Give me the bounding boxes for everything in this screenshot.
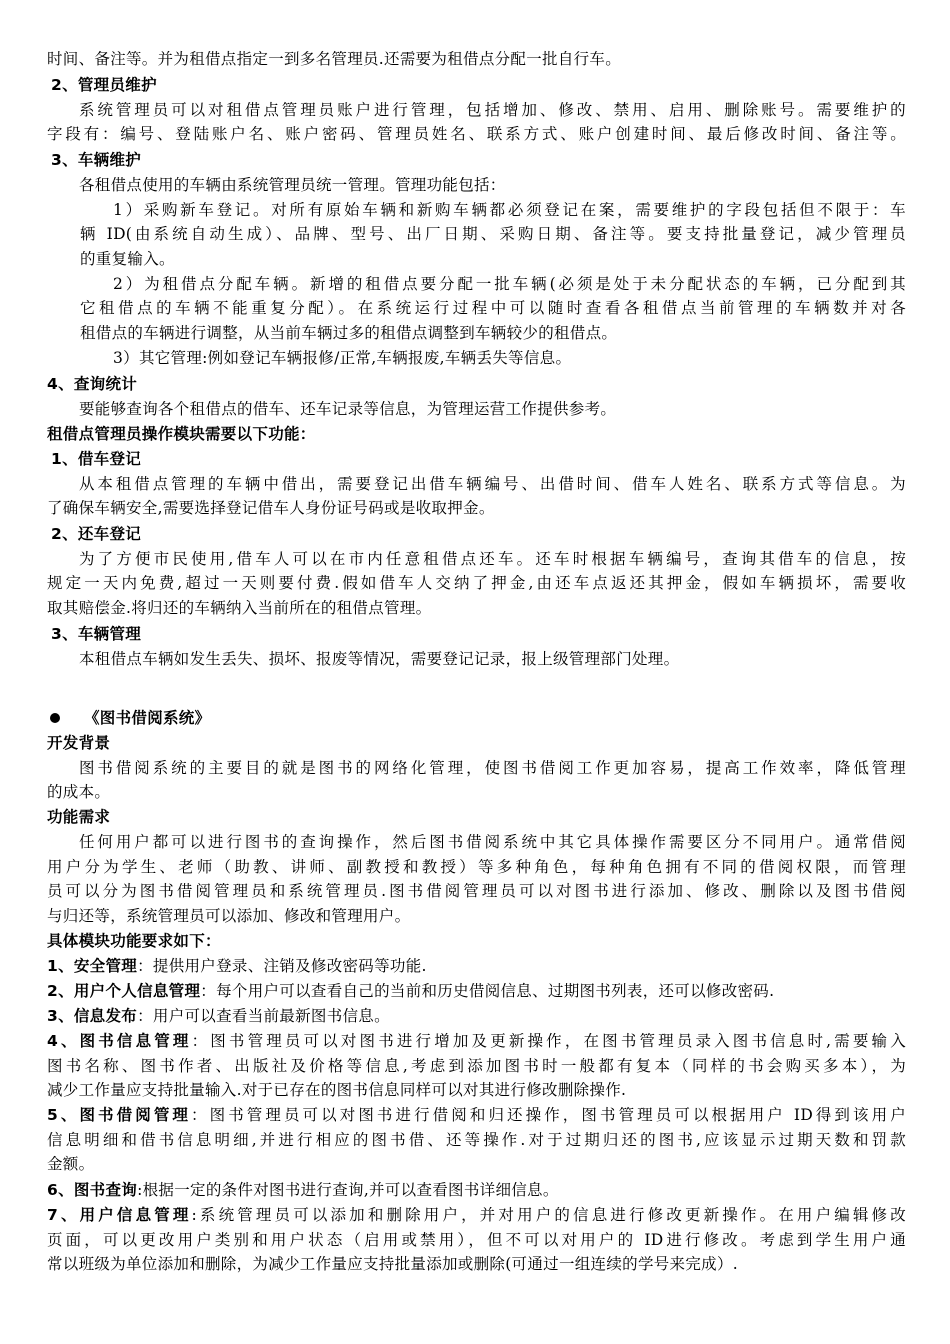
section-heading: 具体模块功能要求如下： [47,932,221,950]
paragraph-line: 减少工作量应支持批量输入.对于已存在的图书信息同样可以对其进行修改删除操作. [47,1081,627,1099]
paragraph-line: 3）其它管理:例如登记车辆报修/正常,车辆报废,车辆丢失等信息。 [113,349,572,367]
section-heading: 4、查询统计 [47,375,138,393]
paragraph-line: 从本租借点管理的车辆中借出，需要登记出借车辆编号、出借时间、借车人姓名、联系方式等信息。为 [79,475,906,493]
module-text: ：图书管理员可以对图书进行借阅和归还操作，图书管理员可以根据用户 ID得到该用户 [191,1106,907,1124]
paragraph-line: 规定一天内免费,超过一天则要付费.假如借车人交纳了押金,由还车点返还其押金，假如车辆损坏，需要收 [47,574,906,592]
module-label: 7、用户信息管理 [47,1206,192,1224]
module-label: 6、图书查询 [47,1181,138,1199]
paragraph-line: 字段有：编号、登陆账户名、账户密码、管理员姓名、联系方式、账户创建时间、最后修改时间、备注等。 [47,125,906,143]
module-text: ：每个用户可以查看自己的当前和历史借阅信息、过期图书列表，还可以修改密码. [200,982,775,1000]
module-line [47,979,774,1003]
module-label: 5、图书借阅管理 [47,1106,192,1124]
paragraph-line: 1）采购新车登记。对所有原始车辆和新购车辆都必须登记在案，需要维护的字段包括但不限于：车 [113,201,906,219]
paragraph-line: 员可以分为图书借阅管理员和系统管理员.图书借阅管理员可以对图书进行添加、修改、删除以及图书借阅 [47,882,906,900]
paragraph-line: 租借点的车辆进行调整，从当前车辆过多的租借点调整到车辆较少的租借点。 [80,324,618,342]
bullet-icon [50,713,60,723]
paragraph-line: 本租借点车辆如发生丢失、损坏、报废等情况，需要登记记录，报上级管理部门处理。 [79,650,680,668]
module-line [47,1029,906,1053]
paragraph-line: 图书借阅系统的主要目的就是图书的网络化管理，使图书借阅工作更加容易，提高工作效率，降低管理 [79,759,906,777]
paragraph-line: 辆 ID(由系统自动生成）、品牌、型号、出厂日期、采购日期、备注等。要支持批量登记，减少管理员 [80,225,906,243]
module-label: 1、安全管理 [47,957,138,975]
paragraph-line: 的成本。 [47,783,111,801]
paragraph-line: 的重复输入。 [80,250,175,268]
module-label: 2、用户个人信息管理 [47,982,201,1000]
module-line [47,1178,559,1202]
paragraph-line: 2）为租借点分配车辆。新增的租借点要分配一批车辆(必须是处于未分配状态的车辆，已分配到其 [113,275,906,293]
paragraph-line: 任何用户都可以进行图书的查询操作，然后图书借阅系统中其它具体操作需要区分不同用户。通常借阅 [79,833,906,851]
section-heading: 3、车辆维护 [51,151,142,169]
section-heading: 租借点管理员操作模块需要以下功能： [47,425,316,443]
paragraph-line: 各租借点使用的车辆由系统管理员统一管理。管理功能包括： [79,176,506,194]
paragraph-line: 金额。 [47,1155,95,1173]
paragraph-line: 页面，可以更改用户类别和用户状态（启用或禁用），但不可以对用户的 ID进行修改。考虑到学生用户通 [47,1231,906,1249]
module-line [47,1103,906,1127]
section-heading: 3、车辆管理 [51,625,142,643]
paragraph-line: 图书名称、图书作者、出版社及价格等信息,考虑到添加图书时一般都有复本（同样的书会购买多本），为 [47,1057,906,1075]
module-text: :根据一定的条件对图书进行查询,并可以查看图书详细信息。 [137,1181,559,1199]
paragraph-line: 取其赔偿金.将归还的车辆纳入当前所在的租借点管理。 [47,599,432,617]
module-label: 3、信息发布 [47,1007,138,1025]
paragraph-line: 为了方便市民使用,借车人可以在市内任意租借点还车。还车时根据车辆编号，查询其借车的信息，按 [79,550,906,568]
section-heading: 开发背景 [47,734,111,752]
module-text: ：图书管理员可以对图书进行增加及更新操作，在图书管理员录入图书信息时,需要输入 [191,1032,906,1050]
module-label: 4、图书信息管理 [47,1032,192,1050]
paragraph-line: 时间、备注等。并为租借点指定一到多名管理员.还需要为租借点分配一批自行车。 [47,50,622,68]
paragraph-line: 要能够查询各个租借点的借车、还车记录等信息，为管理运营工作提供参考。 [79,400,617,418]
paragraph-line: 用户分为学生、老师（助教、讲师、副教授和教授）等多种角色，每种角色拥有不同的借阅权限，而管理 [47,858,906,876]
module-line [47,954,427,978]
module-line [47,1203,906,1227]
paragraph-line: 常以班级为单位添加和删除，为减少工作量应支持批量添加或删除(可通过一组连续的学号来完成）. [47,1255,738,1273]
module-text: ：用户可以查看当前最新图书信息。 [137,1007,390,1025]
section-heading: 2、管理员维护 [51,76,157,94]
paragraph-line: 信息明细和借书信息明细,并进行相应的图书借、还等操作.对于过期归还的图书,应该显示过期天数和罚款 [47,1131,906,1149]
module-line [47,1004,390,1028]
paragraph-line: 与归还等，系统管理员可以添加、修改和管理用户。 [47,907,411,925]
paragraph-line: 系统管理员可以对租借点管理员账户进行管理，包括增加、修改、禁用、启用、删除账号。需要维护的 [79,101,906,119]
module-text: :系统管理员可以添加和删除用户，并对用户的信息进行修改更新操作。在用户编辑修改 [191,1206,906,1224]
paragraph-line: 了确保车辆安全,需要选择登记借车人身份证号码或是收取押金。 [47,499,495,517]
paragraph-line: 它租借点的车辆不能重复分配）。在系统运行过程中可以随时查看各租借点当前管理的车辆数并对各 [80,299,906,317]
section-heading: 功能需求 [47,808,111,826]
module-text: ：提供用户登录、注销及修改密码等功能. [137,957,427,975]
section-title: 《图书借阅系统》 [84,709,211,727]
section-heading: 2、还车登记 [51,525,142,543]
section-heading: 1、借车登记 [51,450,142,468]
